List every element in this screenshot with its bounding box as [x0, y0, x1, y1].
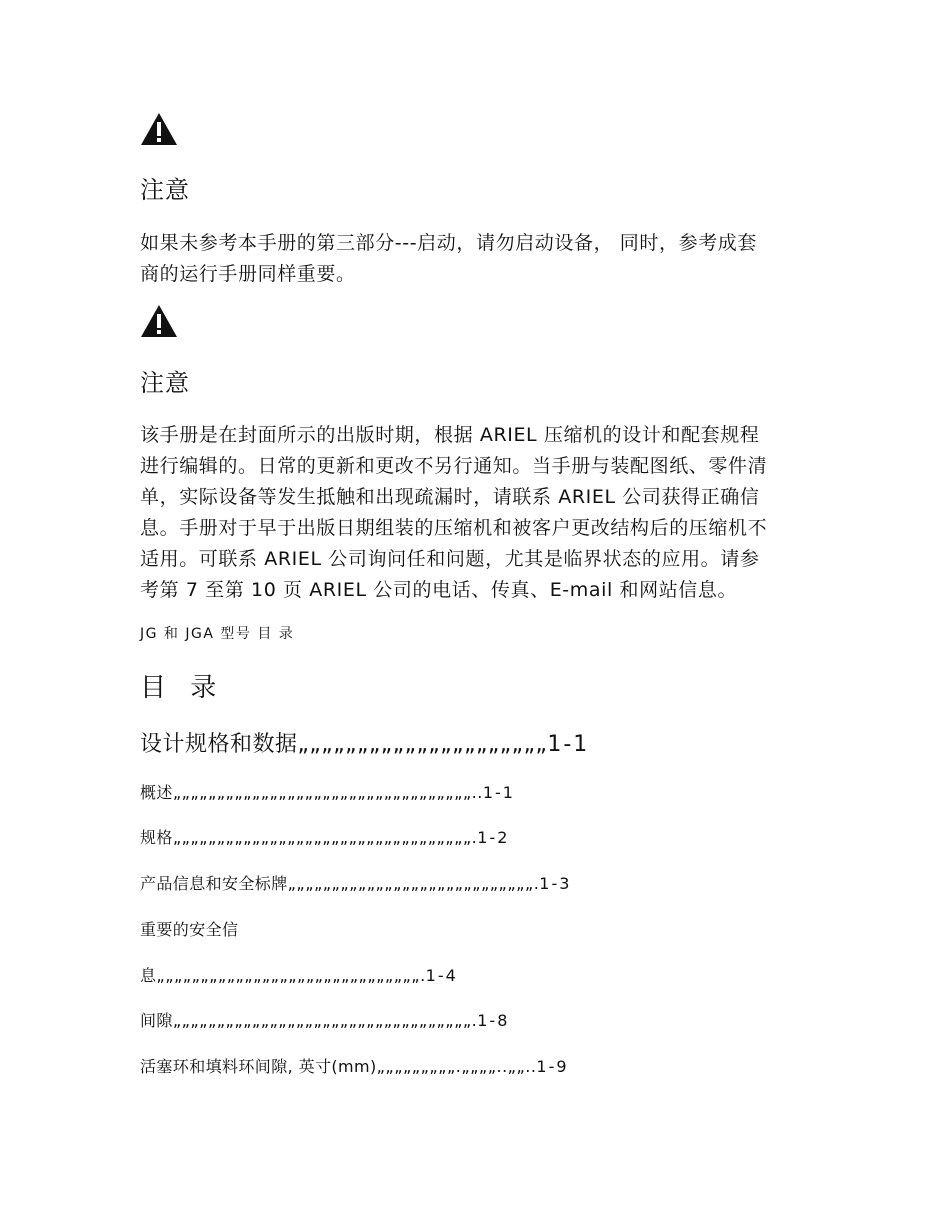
toc-page-number: 1-8	[477, 1011, 510, 1030]
notice-text	[140, 420, 820, 606]
toc-leader: „„„„„„„„„„„„„„„„„„„„„„„„„„„„.	[287, 874, 540, 893]
warning-triangle-icon	[140, 304, 178, 338]
toc-leader: „„„„„„„„„„„„„„„„„„„„„„„„„„„„„„„„„„.	[172, 1011, 478, 1030]
notice-line: 该手册是在封面所示的出版时期，根据 ARIEL 压缩机的设计和配套规程	[140, 424, 760, 446]
toc-entry[interactable]	[140, 827, 509, 849]
notice-text	[140, 228, 820, 290]
notice-line: 息。手册对于早于出版日期组装的压缩机和被客户更改结构后的压缩机不	[140, 517, 768, 539]
toc-page-number: 1-9	[536, 1057, 569, 1076]
notice-line: 进行编辑的。日常的更新和更改不另行通知。当手册与装配图纸、零件清	[140, 455, 768, 477]
notice-line: 商的运行手册同样重要。	[140, 263, 356, 285]
toc-entry[interactable]	[140, 1010, 509, 1032]
toc-leader: „„„„„„„„„.„„„„..„„..	[376, 1057, 537, 1076]
toc-entry-label: 设计规格和数据	[140, 732, 298, 757]
toc-entry[interactable]	[140, 965, 458, 987]
toc-leader: „„„„„„„„„„„„„„„„„„„„„„„„„„„„„„.	[156, 966, 426, 985]
notice-line: 适用。可联系 ARIEL 公司询问任和问题，尤其是临界状态的应用。请参	[140, 548, 760, 570]
toc-entry[interactable]	[140, 1056, 569, 1078]
toc-entry[interactable]	[140, 782, 515, 804]
toc-entry-label: 规格	[140, 828, 173, 847]
notice-line: 考第 7 至第 10 页 ARIEL 公司的电话、传真、E-mail 和网站信息。	[140, 579, 738, 601]
toc-page-number: 1-4	[425, 966, 458, 985]
toc-page-number: 1-1	[547, 732, 590, 757]
toc-entry-label: 产品信息和安全标牌	[140, 874, 288, 893]
toc-page-number: 1-1	[482, 783, 515, 802]
toc-page-number: 1-3	[539, 874, 572, 893]
toc-entry-label: 间隙	[140, 1011, 173, 1030]
toc-entry-label: 活塞环和填料环间隙, 英寸(mm)	[140, 1057, 377, 1076]
toc-leader: „„„„„„„„„„„„„„„„„„„„„	[297, 732, 548, 757]
notice-heading: 注意	[140, 176, 190, 204]
toc-entry-label: 息	[140, 966, 157, 985]
toc-entry-label: 概述	[140, 783, 173, 802]
toc-leader: „„„„„„„„„„„„„„„„„„„„„„„„„„„„„„„„„„..	[172, 783, 483, 802]
notice-line: 单，实际设备等发生抵触和出现疏漏时，请联系 ARIEL 公司获得正确信	[140, 486, 760, 508]
notice-line: 如果未参考本手册的第三部分---启动，请勿启动设备， 同时，参考成套	[140, 232, 758, 254]
toc-entry[interactable]	[140, 919, 238, 941]
toc-entry-label: 重要的安全信	[140, 920, 239, 939]
toc-entry[interactable]	[140, 873, 571, 895]
toc-page-number: 1-2	[477, 828, 510, 847]
toc-main-entry[interactable]	[140, 730, 589, 760]
toc-leader: „„„„„„„„„„„„„„„„„„„„„„„„„„„„„„„„„„.	[172, 828, 478, 847]
warning-triangle-icon	[140, 112, 178, 146]
toc-title: 目 录	[140, 673, 225, 703]
notice-heading: 注意	[140, 369, 190, 397]
document-header-label: JG 和 JGA 型号 目 录	[140, 626, 295, 642]
